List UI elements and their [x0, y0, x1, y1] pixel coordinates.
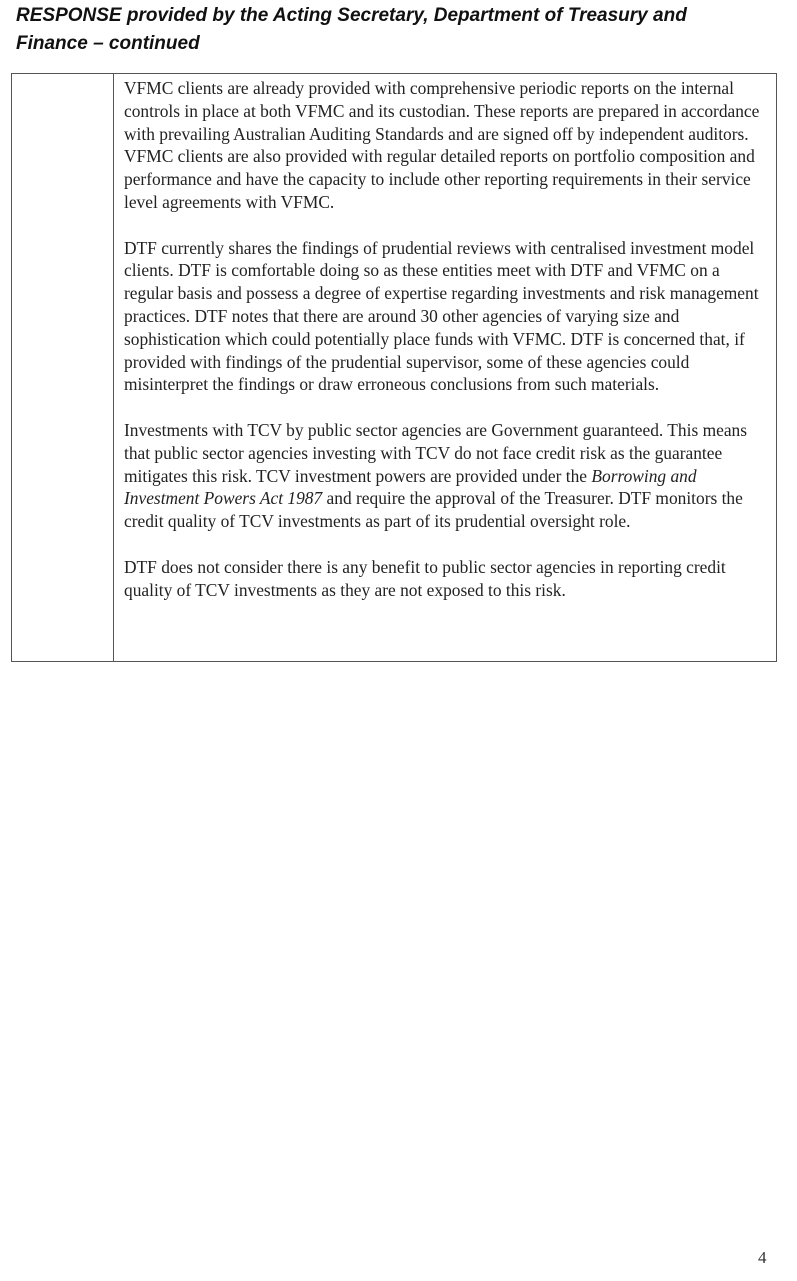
tcv-text-before: Investments with TCV by public sector agencies are Government guaranteed. This means that public sector agencies investing with TCV do not face credit risk as the guarantee mitigates this risk. TCV investment powers are provided under the	[124, 419, 747, 486]
heading-line-1: RESPONSE provided by the Acting Secretary, Department of Treasury and	[16, 5, 687, 26]
heading-line-2: Finance – continued	[16, 33, 200, 54]
paragraph-tcv-investments	[124, 419, 770, 533]
response-cell	[114, 74, 776, 661]
act-title: Borrowing and Investment Powers Act 1987	[124, 465, 697, 509]
response-table	[11, 73, 777, 662]
tcv-text-after: and require the approval of the Treasurer. DTF monitors the credit quality of TCV investments as part of its prudential oversight role.	[124, 488, 743, 532]
paragraph-prudential-reviews: DTF currently shares the findings of prudential reviews with centralised investment model clients. DTF is comfortable doing so as these entities meet with DTF and VFMC on a regular basis and possess a degree of expertise regarding investments and risk management practices. DTF notes that there are around 30 other agencies of varying size and sophistication which could potentially place funds with VFMC. DTF is concerned that, if provided with findings of the prudential supervisor, some of these agencies could misinterpret the findings or draw erroneous conclusions from such materials.	[124, 237, 759, 395]
page-number: 4	[758, 1248, 767, 1267]
empty-left-cell	[12, 74, 114, 661]
page-heading	[16, 2, 776, 58]
paragraph-credit-quality: DTF does not consider there is any benefit to public sector agencies in reporting credit quality of TCV investments as they are not exposed to this risk.	[124, 556, 726, 600]
paragraph-vfmc-reports: VFMC clients are already provided with comprehensive periodic reports on the internal controls in place at both VFMC and its custodian. These reports are prepared in accordance with prevailing Australian Auditing Standards and are signed off by independent auditors. VFMC clients are also provided with regular detailed reports on portfolio composition and performance and have the capacity to include other reporting requirements in their service level agreements with VFMC.	[124, 78, 760, 212]
